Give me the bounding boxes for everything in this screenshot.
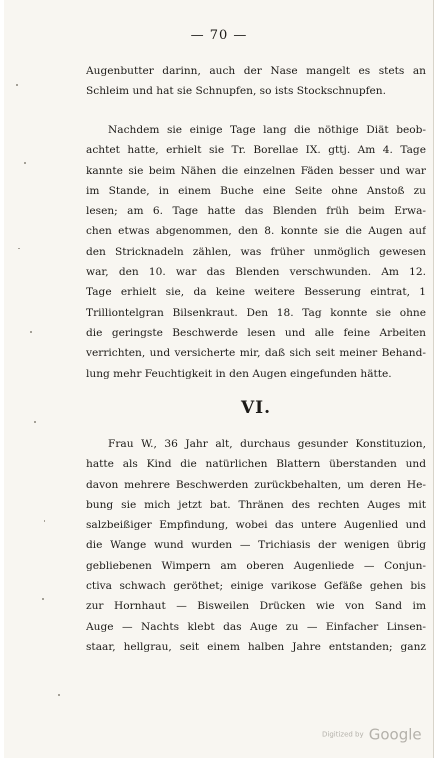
text-line: Augenbutter darinn, auch der Nase mangelt es stets an xyxy=(86,65,426,77)
scan-speck xyxy=(16,84,18,86)
text-line: die Wange wund wurden — Trichiasis der wenigen übrig xyxy=(86,539,426,552)
text-line: bung sie mich jetzt bat. Thränen des rechten Auges mit xyxy=(86,498,426,511)
scan-speck xyxy=(18,248,20,249)
text-line: die geringste Beschwerde lesen und alle feine Arbeiten xyxy=(86,326,426,339)
scan-speck xyxy=(24,162,26,164)
page-number: — 70 — xyxy=(190,28,248,43)
text-line: chen etwas abgenommen, den 8. konnte sie die Augen auf xyxy=(86,225,426,238)
text-line: im Stande, in einem Buche eine Seite ohne Anstoß zu xyxy=(86,184,426,197)
text-line: verrichten, und versicherte mir, daß sich seit meiner Behand- xyxy=(86,347,426,360)
text-line: Tage erhielt sie, da keine weitere Besserung eintrat, 1 xyxy=(86,286,426,299)
text-line: lung mehr Feuchtigkeit in den Augen eingefunden hätte. xyxy=(86,367,392,380)
watermark-brand: Google xyxy=(368,725,422,744)
text-line: davon mehrere Beschwerden zurückbehalten, um deren He- xyxy=(86,478,426,491)
text-line: staar, hellgrau, seit einem halben Jahre entstanden; ganz xyxy=(86,640,426,653)
paragraph xyxy=(86,120,426,384)
scan-speck xyxy=(34,421,36,423)
text-line: zur Hornhaut — Bisweilen Drücken wie von Sand im xyxy=(86,600,426,613)
scan-speck xyxy=(42,598,44,600)
watermark-prefix: Digitized by xyxy=(322,730,364,739)
text-line: hatte als Kind die natürlichen Blattern überstanden und xyxy=(86,458,426,471)
digitized-watermark xyxy=(322,724,422,744)
scan-speck xyxy=(30,331,32,333)
text-line: lesen; am 6. Tage hatte das Blenden früh beim Erwa- xyxy=(86,205,426,218)
text-line: Auge — Nachts klebt das Auge zu — Einfacher Linsen- xyxy=(86,620,426,633)
scan-speck xyxy=(58,694,60,696)
scan-speck xyxy=(44,520,45,522)
text-line: achtet hatte, erhielt sie Tr. Borellae IX. gttj. Am 4. Tage xyxy=(86,144,426,157)
section-heading: VI. xyxy=(240,398,272,418)
text-line: kannte sie beim Nähen die einzelnen Fäden besser und war xyxy=(86,164,426,177)
continued-text xyxy=(86,61,426,102)
book-page xyxy=(4,0,434,758)
text-line: den Stricknadeln zählen, was früher unmöglich gewesen xyxy=(86,245,426,258)
text-line: Frau W., 36 Jahr alt, durchaus gesunder Konstituzion, xyxy=(108,438,426,450)
text-line: gebliebenen Wimpern am oberen Augenliede — Conjun- xyxy=(86,559,426,572)
text-line: salzbeißiger Empfindung, wobei das untere Augenlied und xyxy=(86,519,426,532)
case-description xyxy=(86,434,426,657)
text-line: Trilliontelgran Bilsenkraut. Den 18. Tag konnte sie ohne xyxy=(86,306,426,319)
text-line: Nachdem sie einige Tage lang die nöthige Diät beob- xyxy=(108,124,426,136)
text-line: war, den 10. war das Blenden verschwunden. Am 12. xyxy=(86,266,426,279)
text-line: Schleim und hat sie Schnupfen, so ists Stockschnupfen. xyxy=(86,85,386,98)
text-line: ctiva schwach geröthet; einige varikose Gefäße gehen bis xyxy=(86,580,426,593)
